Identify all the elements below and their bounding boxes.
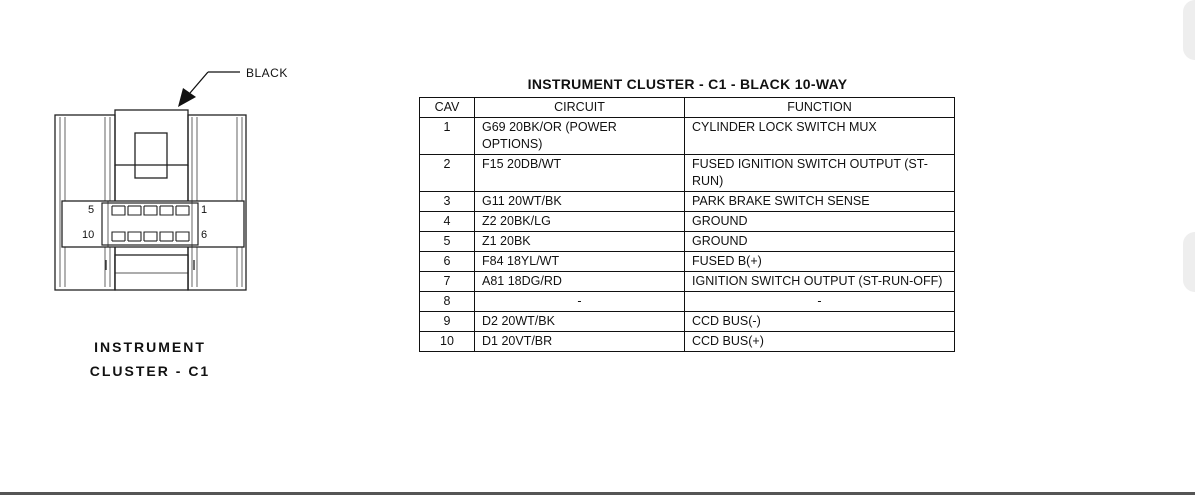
connector-caption-line: CLUSTER - C1 — [89, 363, 211, 379]
cell-circuit: Z2 20BK/LG — [475, 212, 685, 232]
table-row — [420, 252, 955, 272]
connector-diagram — [40, 55, 320, 315]
table-row — [420, 292, 955, 312]
cell-circuit: Z1 20BK — [475, 232, 685, 252]
cell-function: PARK BRAKE SWITCH SENSE — [685, 192, 955, 212]
header-function: FUNCTION — [685, 98, 955, 118]
cell-circuit: D2 20WT/BK — [475, 312, 685, 332]
cell-cav: 2 — [420, 155, 475, 192]
header-circuit: CIRCUIT — [475, 98, 685, 118]
connector-caption-line: INSTRUMENT — [94, 339, 206, 355]
cell-circuit: D1 20VT/BR — [475, 332, 685, 352]
cell-function: FUSED IGNITION SWITCH OUTPUT (ST-RUN) — [685, 155, 955, 192]
cell-circuit: F84 18YL/WT — [475, 252, 685, 272]
cell-cav: 7 — [420, 272, 475, 292]
cell-function: CYLINDER LOCK SWITCH MUX — [685, 118, 955, 155]
cell-cav: 8 — [420, 292, 475, 312]
cell-function: - — [685, 292, 955, 312]
table-row — [420, 272, 955, 292]
connector-latch-window — [135, 133, 167, 178]
pin-number-label: 10 — [82, 229, 95, 241]
table-title: INSTRUMENT CLUSTER - C1 - BLACK 10-WAY — [527, 76, 848, 92]
cell-function: CCD BUS(+) — [685, 332, 955, 352]
connector-caption — [60, 335, 240, 383]
table-row — [420, 212, 955, 232]
table-row — [420, 312, 955, 332]
pin-number-label: 1 — [201, 204, 208, 216]
pin-number-label: 5 — [88, 204, 95, 216]
cell-cav: 10 — [420, 332, 475, 352]
pinout-table — [419, 97, 955, 352]
table-header-row — [420, 98, 955, 118]
header-cav: CAV — [420, 98, 475, 118]
table-row — [420, 192, 955, 212]
table-row — [420, 232, 955, 252]
table-row — [420, 332, 955, 352]
cell-cav: 1 — [420, 118, 475, 155]
cell-circuit: G11 20WT/BK — [475, 192, 685, 212]
cell-circuit: - — [475, 292, 685, 312]
cell-function: GROUND — [685, 212, 955, 232]
cell-circuit: A81 18DG/RD — [475, 272, 685, 292]
cell-circuit: F15 20DB/WT — [475, 155, 685, 192]
pin-number-label: 6 — [201, 229, 208, 241]
connector-color-label: BLACK — [246, 66, 288, 80]
table-row — [420, 118, 955, 155]
page-edge-shadow — [1183, 0, 1195, 60]
cell-cav: 3 — [420, 192, 475, 212]
cell-function: GROUND — [685, 232, 955, 252]
cell-cav: 9 — [420, 312, 475, 332]
cell-circuit: G69 20BK/OR (POWER OPTIONS) — [475, 118, 685, 155]
cell-function: IGNITION SWITCH OUTPUT (ST-RUN-OFF) — [685, 272, 955, 292]
cell-cav: 4 — [420, 212, 475, 232]
table-row — [420, 155, 955, 192]
cell-function: CCD BUS(-) — [685, 312, 955, 332]
color-callout-arrow — [178, 72, 240, 107]
cell-cav: 6 — [420, 252, 475, 272]
connector-face-drawing — [40, 55, 320, 315]
cell-cav: 5 — [420, 232, 475, 252]
connector-latch — [115, 110, 188, 165]
page-edge-shadow — [1183, 232, 1195, 292]
cell-function: FUSED B(+) — [685, 252, 955, 272]
